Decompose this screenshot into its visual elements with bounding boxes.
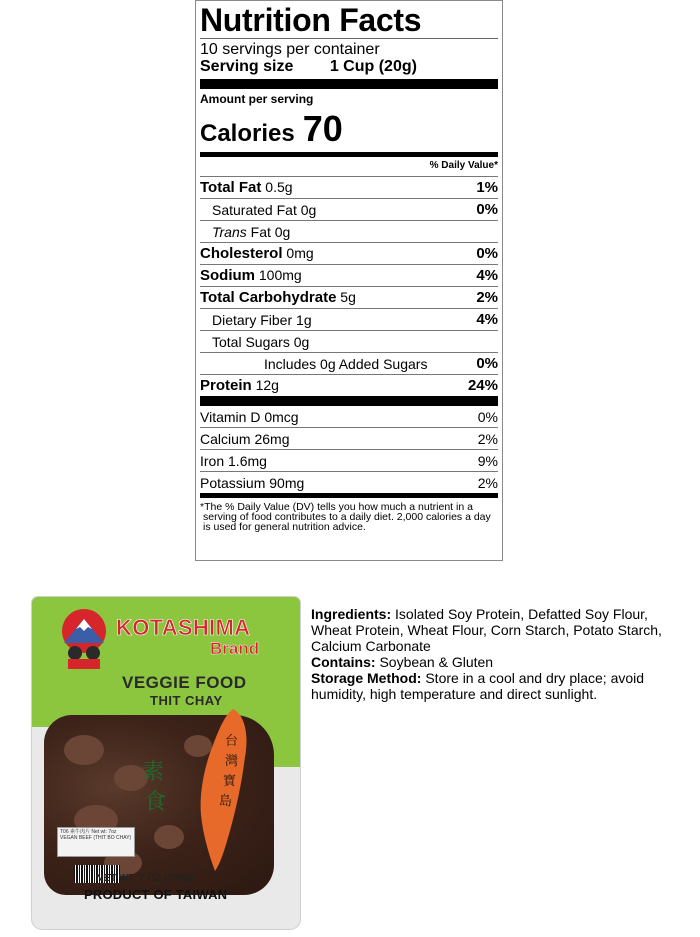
product-package-image [32,597,300,929]
product-name-en: VEGGIE FOOD [122,673,247,692]
nutrient-dv: 0% [476,245,498,262]
vitamin-dv: 2% [477,474,498,491]
nutrition-facts-panel [195,0,503,561]
vitamin-name: Calcium 26mg [200,430,290,447]
nutrient-amount: 0.5g [265,179,293,195]
chinese-char-2: 食 [144,790,167,815]
serving-size-label: Serving size [200,58,294,75]
vitamin-name: Iron 1.6mg [200,452,267,469]
product-origin: PRODUCT OF TAIWAN [84,887,228,902]
taiwan-map-icon [195,705,253,875]
brand-name: KOTASHIMA [116,615,251,640]
vitamin-row-calcium [200,427,498,449]
nutrient-row-total-sugars [200,330,498,352]
nutrient-row-trans-fat [200,220,498,242]
nutrient-name: Sodium [200,267,255,284]
nutrient-name: Total Sugars [212,333,290,350]
nutrient-dv: 4% [476,267,498,284]
servings-per-container: 10 servings per container [200,41,380,58]
nutrient-row-dietary-fiber [200,308,498,330]
storage-paragraph [311,670,681,702]
daily-value-footnote: *The % Daily Value (DV) tells you how much a nutrient in a serving of food contributes to a daily diet. 2,000 calories a day is used for general nutrition advice. [200,501,491,533]
vitamin-row-potassium [200,471,498,493]
nutrient-name: Total Fat [200,179,262,196]
vitamin-name: Vitamin D 0mcg [200,408,299,425]
svg-text:灣: 灣 [225,754,239,769]
brand-subtitle: Brand [210,639,260,658]
product-sticker-label: T06 素牛肉片 Net wt: 7oz VEGAN BEEF (THIT BO CHAY) [57,827,135,857]
nutrient-dv: 4% [476,311,498,328]
nutrient-amount: Fat 0g [250,223,291,240]
ingredients-label: Ingredients: [311,606,392,622]
nutrient-row-total-carbohydrate [200,286,498,308]
ingredients-paragraph [311,606,681,654]
divider [200,38,498,39]
nutrient-name: Trans [212,223,247,240]
product-info-text [311,606,681,702]
nutrient-row-protein [200,374,498,396]
thick-divider [200,79,498,89]
vitamin-name: Potassium 90mg [200,474,305,491]
ingredients-text: Isolated Soy Protein, Defatted Soy Flour, Wheat Protein, Wheat Flour, Corn Starch, Potato Starch, Calcium Carbonate [311,606,662,654]
nutrient-dv: 0% [476,355,498,372]
nutrient-dv: 2% [476,289,498,306]
nutrient-amount: 0mg [286,245,314,261]
calories-row [200,108,498,152]
mount-fuji-logo-icon [60,607,108,673]
nutrition-title: Nutrition Facts [200,2,422,38]
amount-per-serving: Amount per serving [200,92,314,106]
nutrient-dv: 1% [476,179,498,196]
nutrient-dv: 24% [467,377,498,394]
nutrient-name: Total Carbohydrate [200,289,337,306]
vitamin-row-vitamin-d [200,406,498,427]
nutrient-row-added-sugars [200,352,498,374]
nutrient-row-saturated-fat [200,198,498,220]
daily-value-header: % Daily Value* [429,160,498,171]
storage-text: Store in a cool and dry place; avoid humidity, high temperature and direct sunlight. [311,670,645,702]
nutrient-name: Cholesterol [200,245,283,262]
nutrient-amount: 5g [340,289,356,305]
contains-paragraph [311,654,681,670]
contains-label: Contains: [311,654,376,670]
nutrient-dv: 0% [476,201,498,218]
serving-size-value: 1 Cup (20g) [329,58,417,75]
vitamin-dv: 2% [477,430,498,447]
nutrient-name: Dietary Fiber [212,311,293,328]
chinese-char-1: 素 [142,760,165,785]
serving-size [200,58,498,76]
nutrient-row-total-fat [200,176,498,198]
nutrient-amount: 12g [255,377,279,393]
vitamin-row-iron [200,449,498,471]
package-bag [32,597,300,929]
nutrient-amount: 100mg [258,267,302,283]
nutrient-name: Includes 0g Added Sugars [264,355,428,372]
nutrient-amount: 0g [293,333,310,350]
nutrient-amount: 1g [296,311,312,328]
thick-divider [200,396,498,406]
nutrient-name: Protein [200,377,252,394]
svg-text:台: 台 [225,734,239,749]
svg-text:寶: 寶 [223,774,237,789]
vitamin-dv: 9% [477,452,498,469]
svg-text:島: 島 [219,794,233,809]
product-name-vn: THIT CHAY [150,693,223,708]
net-weight: NET WT. 7 OZ (200g) [96,873,194,884]
medium-divider [200,493,498,498]
nutrient-row-sodium [200,264,498,286]
nutrient-row-cholesterol [200,242,498,264]
contains-text: Soybean & Gluten [379,654,494,670]
calories-value: 70 [302,108,343,149]
vitamin-dv: 0% [477,408,498,425]
calories-label: Calories [200,120,295,147]
storage-label: Storage Method: [311,670,422,686]
nutrient-amount: 0g [300,201,317,218]
nutrient-name: Saturated Fat [212,201,297,218]
